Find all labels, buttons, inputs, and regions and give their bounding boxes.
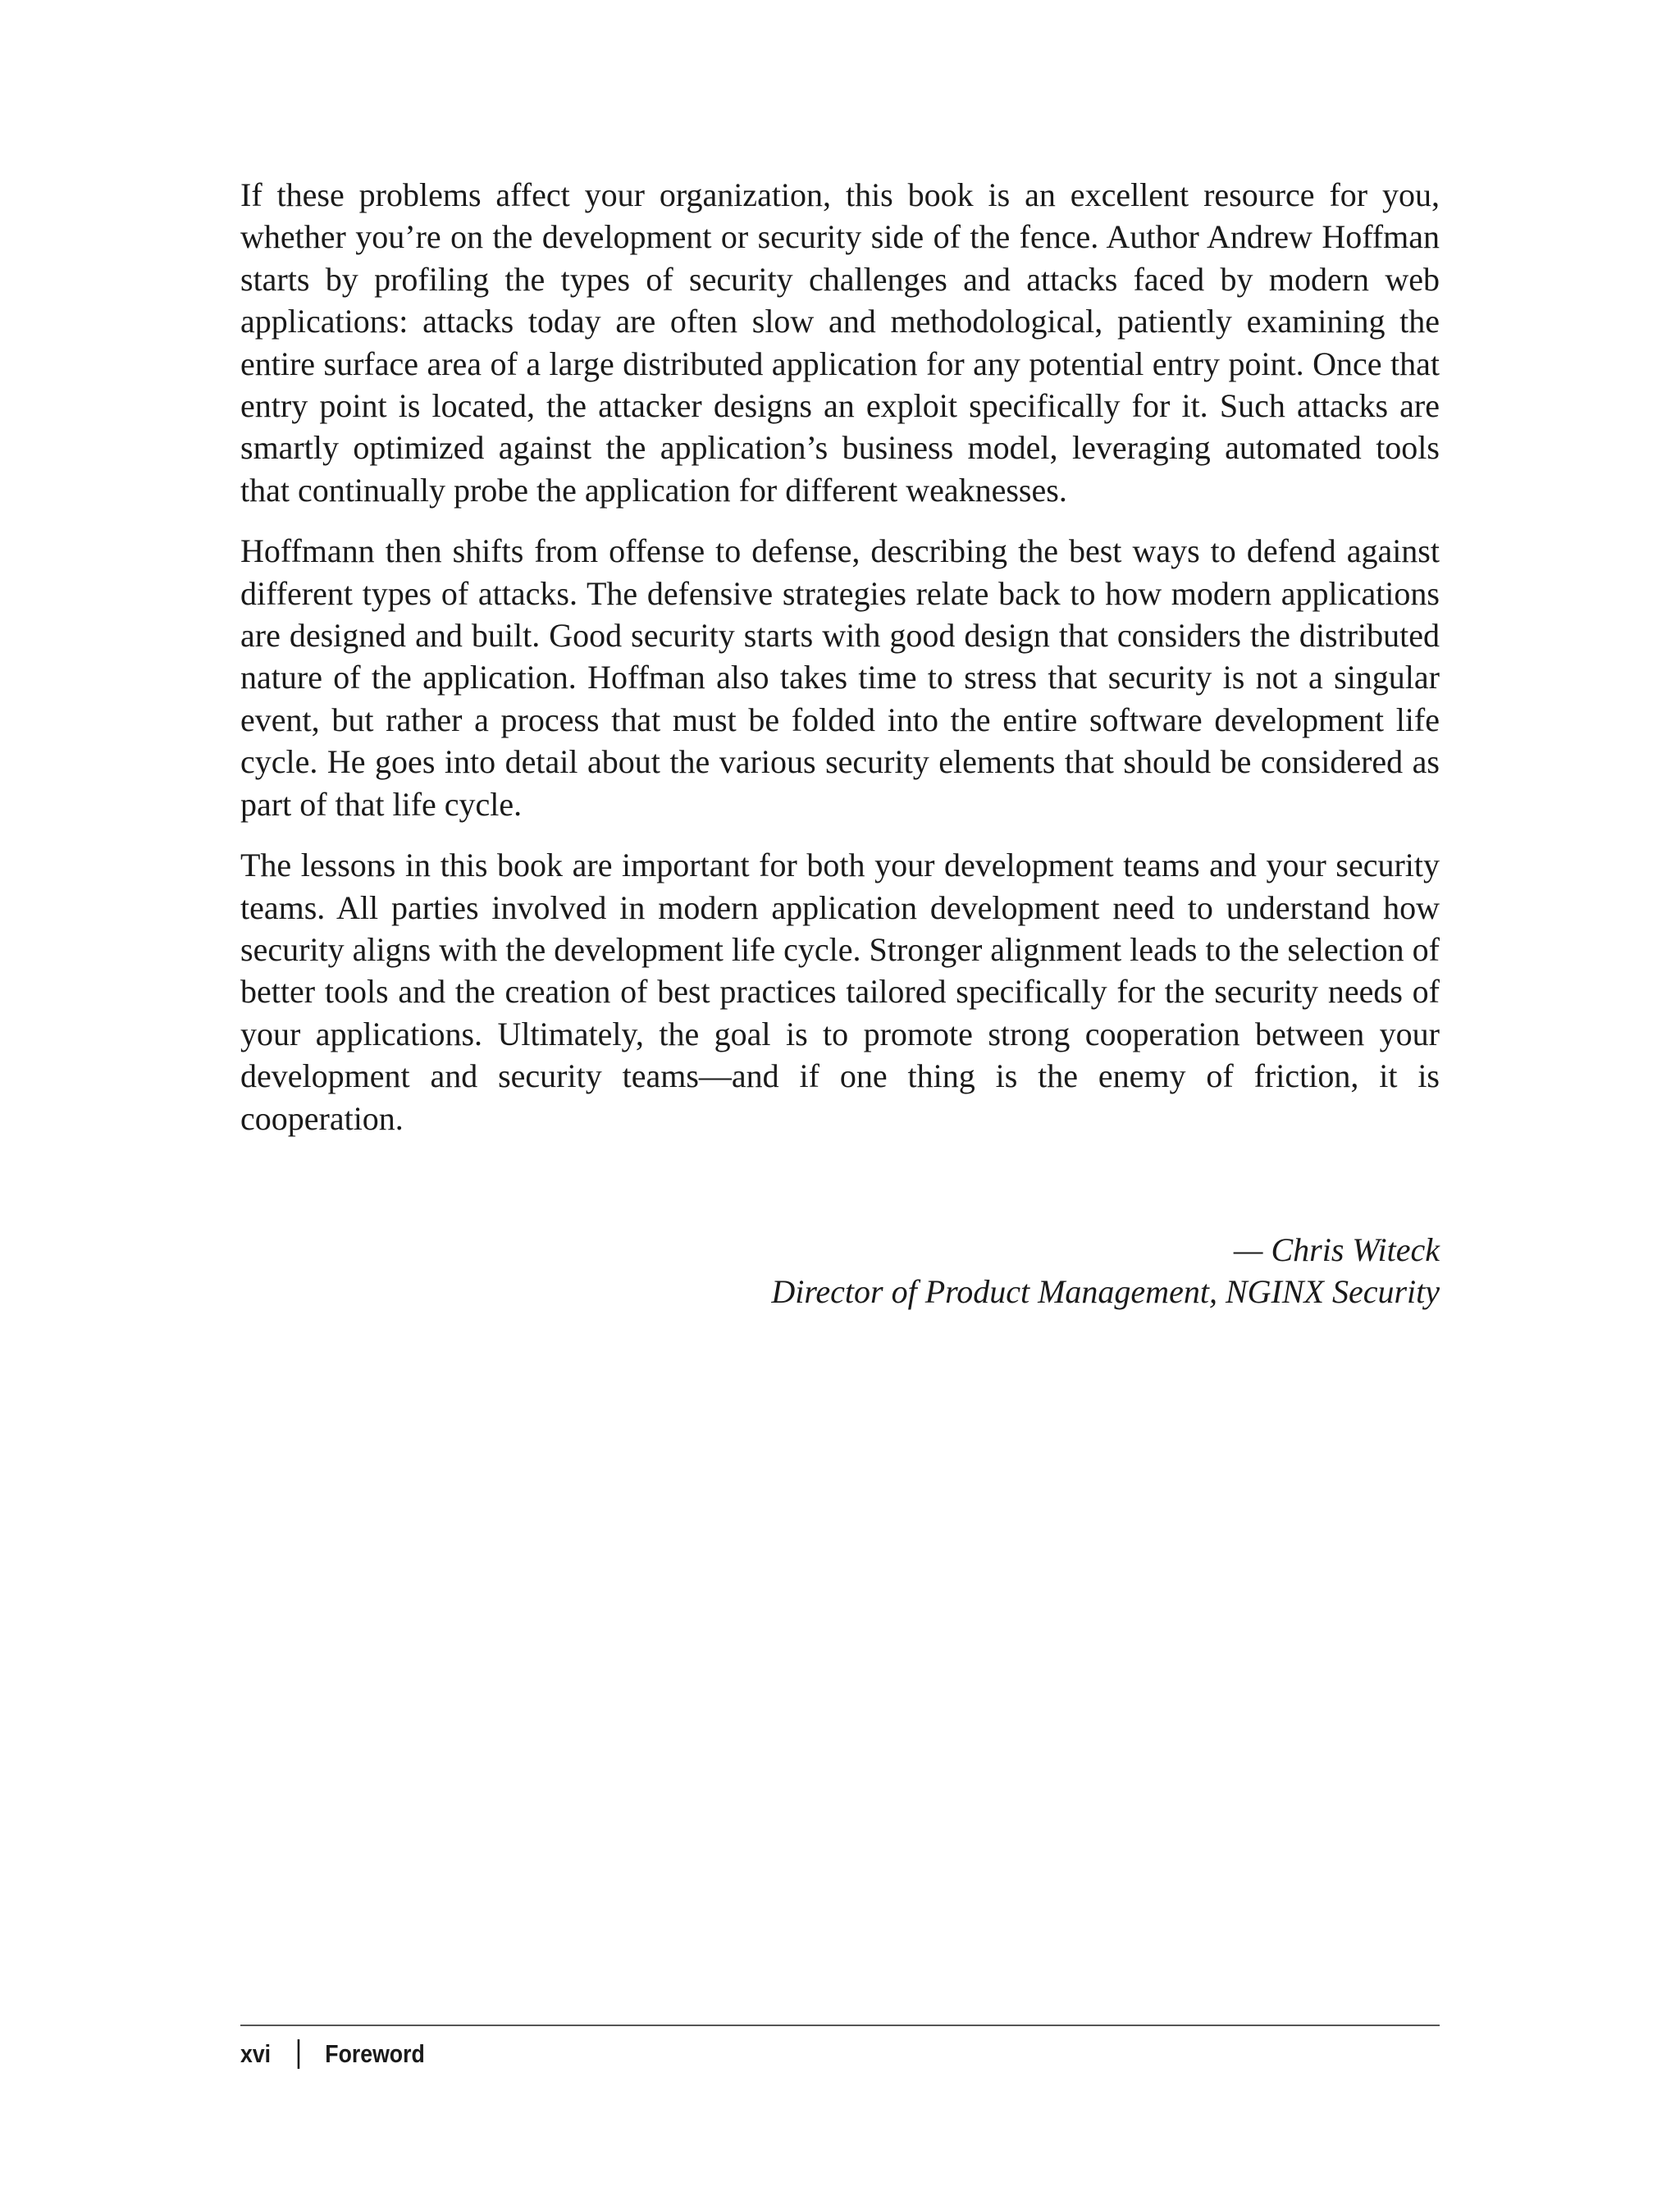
signature-name: — Chris Witeck (1233, 1231, 1440, 1268)
section-title: Foreword (325, 2039, 425, 2068)
body-paragraph-3: The lessons in this book are important for both your development teams and your security teams. All parties involved in modern application development need to understand how security aligns with the development life cycle. Stronger alignment leads to the selection of better tools and the creation of best practices tailored specifically for the security needs of your applications. Ultimately, the goal is to promote strong cooperation between your development and security teams—and if one thing is the enemy of friction, it is cooperation. (240, 847, 1440, 1137)
body-paragraph-2: Hoffmann then shifts from offense to defense, describing the best ways to defend against different types of attacks. The defensive strategies relate back to how modern applications are designed and built. Good security starts with good design that considers the distributed nature of the application. Hoffman also takes time to stress that security is not a singular event, but rather a process that must be folded into the entire software development life cycle. He goes into detail about the various security elements that should be considered as part of that life cycle. (240, 532, 1440, 823)
page-number: xvi (240, 2039, 272, 2068)
footer-separator (298, 2039, 300, 2069)
foreword-body (240, 174, 1440, 1158)
signature-block (240, 1229, 1440, 1313)
signature-title: Director of Product Management, NGINX Security (771, 1273, 1440, 1311)
footer-rule (240, 2025, 1440, 2026)
body-paragraph-1: If these problems affect your organization, this book is an excellent resource for you, whether you’re on the development or security side of the fence. Author Andrew Hoffman starts by profiling the types of security challenges and attacks faced by modern web applications: attacks today are often slow and methodological, patiently examining the entire surface area of a large distributed application for any potential entry point. Once that entry point is located, the attacker designs an exploit specifically for it. Such attacks are smartly optimized against the application’s business model, leveraging automated tools that continually probe the application for different weaknesses. (240, 176, 1440, 509)
page-footer (240, 2036, 425, 2072)
